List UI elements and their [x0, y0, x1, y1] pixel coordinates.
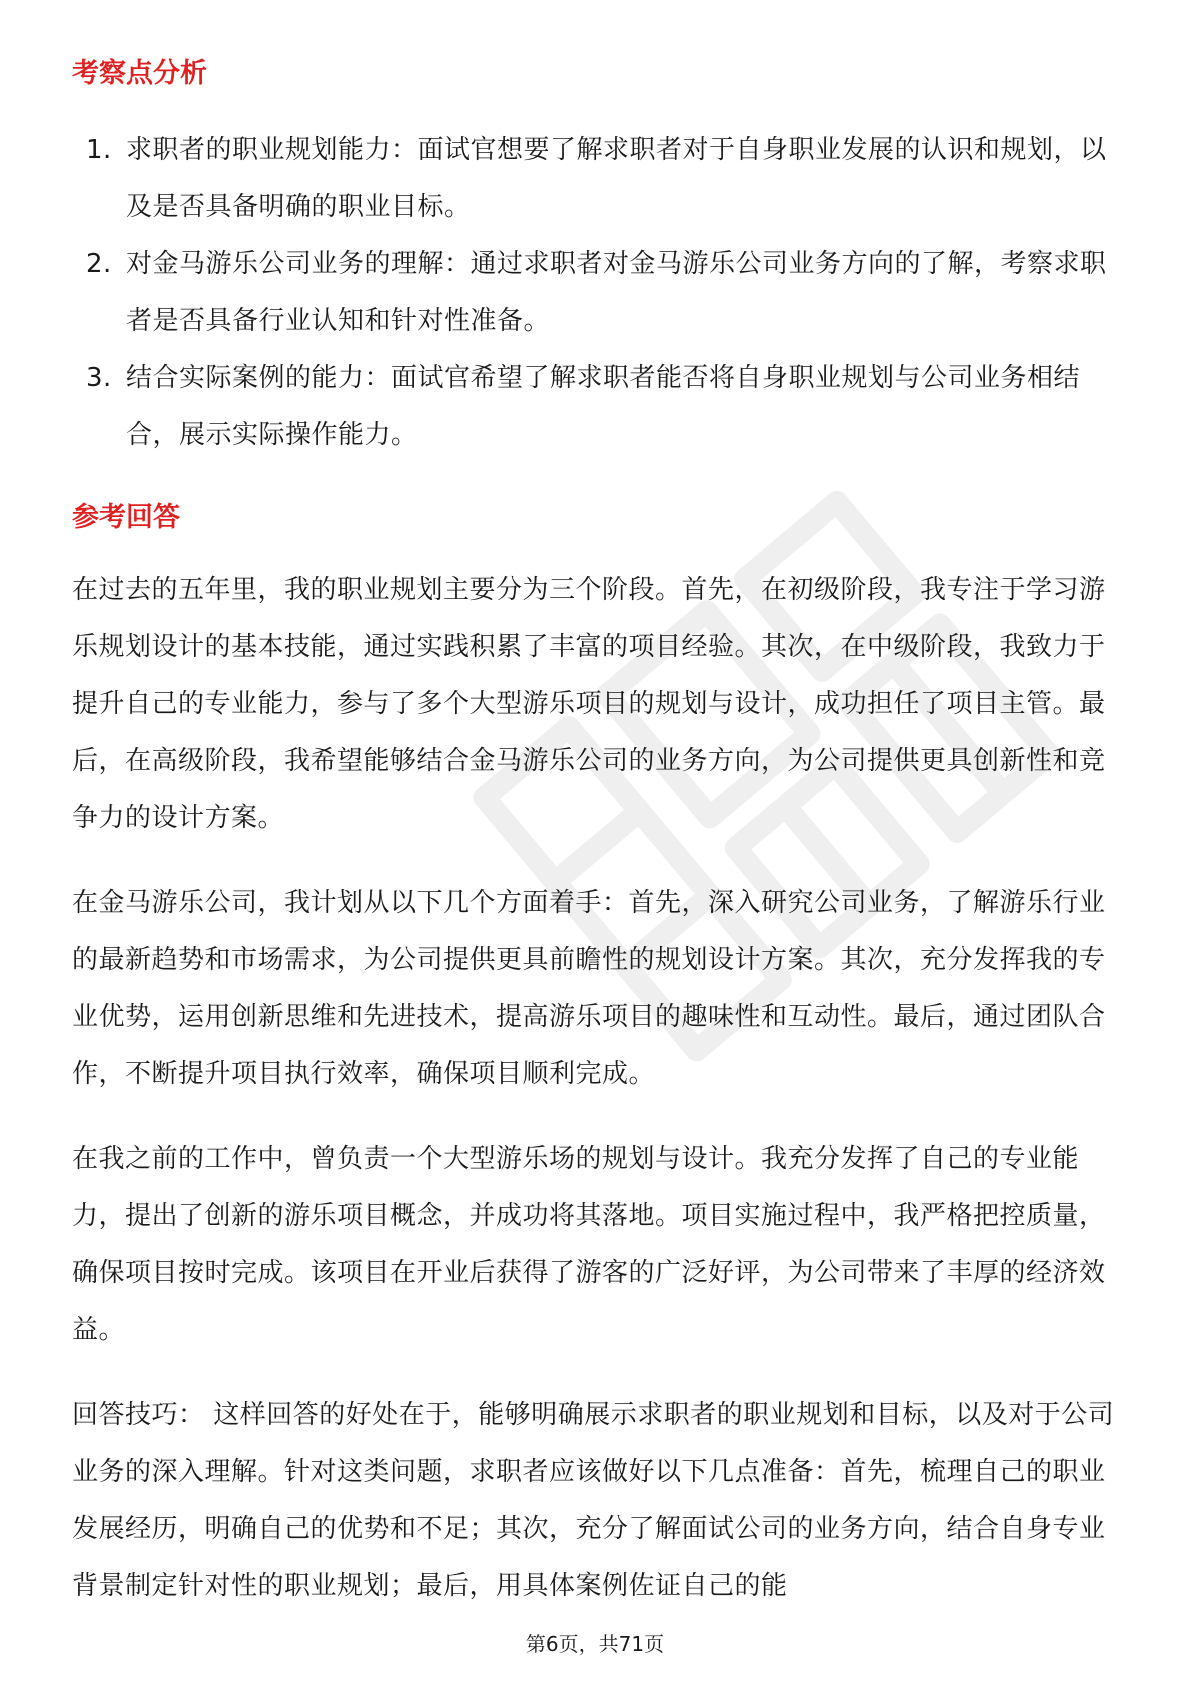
answer-paragraph: 在过去的五年里，我的职业规划主要分为三个阶段。首先，在初级阶段，我专注于学习游乐规划设计的基本技能，通过实践积累了丰富的项目经验。其次，在中级阶段，我致力于提升自己的专业能力，参与了多个大型游乐项目的规划与设计，成功担任了项目主管。最后，在高级阶段，我希望能够结合金马游乐公司的业务方向，为公司提供更具创新性和竞争力的设计方案。: [72, 575, 1106, 833]
list-item-text: 求职者的职业规划能力：面试官想要了解求职者对于自身职业发展的认识和规划，以及是否具备明确的职业目标。: [126, 135, 1107, 222]
list-item-text: 结合实际案例的能力：面试官希望了解求职者能否将自身职业规划与公司业务相结合，展示实际操作能力。: [126, 363, 1081, 450]
list-item: [72, 350, 1117, 464]
list-item: [72, 122, 1117, 236]
analysis-list: [72, 122, 1117, 464]
page-number: 第6页，共71页: [525, 1632, 665, 1656]
answer-heading: 参考回答: [72, 502, 180, 533]
answer-paragraph: 在金马游乐公司，我计划从以下几个方面着手：首先，深入研究公司业务，了解游乐行业的最新趋势和市场需求，为公司提供更具前瞻性的规划设计方案。其次，充分发挥我的专业优势，运用创新思维和先进技术，提高游乐项目的趣味性和互动性。最后，通过团队合作，不断提升项目执行效率，确保项目顺利完成。: [72, 888, 1106, 1089]
list-item-number: 1.: [86, 135, 112, 165]
list-item-number: 2.: [86, 249, 112, 279]
answer-tips-paragraph: 回答技巧： 这样回答的好处在于，能够明确展示求职者的职业规划和目标，以及对于公司业务的深入理解。针对这类问题，求职者应该做好以下几点准备：首先，梳理自己的职业发展经历，明确自己的优势和不足；其次，充分了解面试公司的业务方向，结合自身专业背景制定针对性的职业规划；最后，用具体案例佐证自己的能: [72, 1400, 1115, 1601]
list-item: [72, 236, 1117, 350]
list-item-number: 3.: [86, 363, 112, 393]
content-area: [72, 46, 1117, 1615]
answer-paragraph: 在我之前的工作中，曾负责一个大型游乐场的规划与设计。我充分发挥了自己的专业能力，提出了创新的游乐项目概念，并成功将其落地。项目实施过程中，我严格把控质量，确保项目按时完成。该项目在开业后获得了游客的广泛好评，为公司带来了丰厚的经济效益。: [72, 1144, 1106, 1345]
analysis-heading: 考察点分析: [72, 58, 207, 89]
list-item-text: 对金马游乐公司业务的理解：通过求职者对金马游乐公司业务方向的了解，考察求职者是否具备行业认知和针对性准备。: [126, 249, 1107, 336]
